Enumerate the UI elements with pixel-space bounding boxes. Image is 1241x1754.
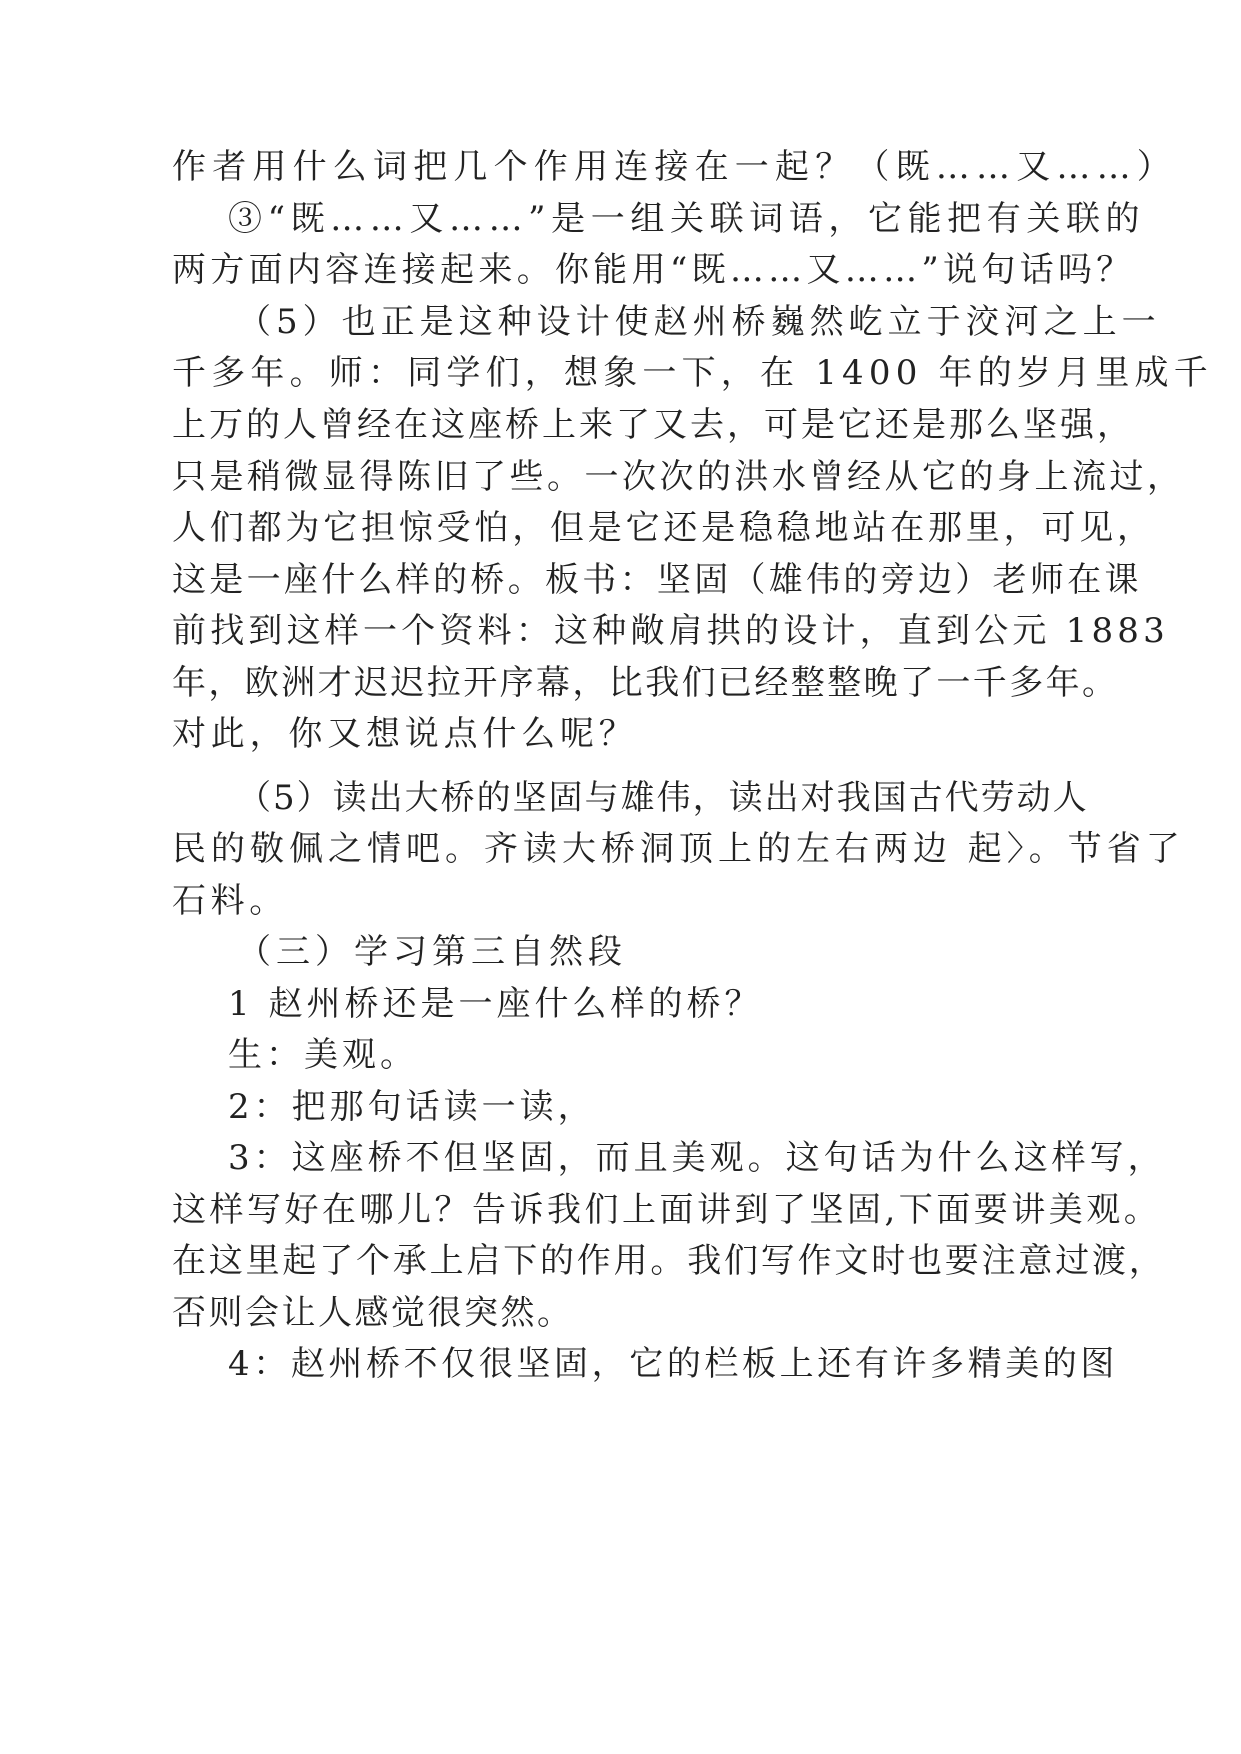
text-line: （5）也正是这种设计使赵州桥巍然屹立于洨河之上一 xyxy=(237,302,1161,342)
text-line: （5）读出大桥的坚固与雄伟，读出对我国古代劳动人 xyxy=(237,778,1089,818)
text-line: 否则会让人感觉很突然。 xyxy=(172,1293,574,1333)
text-line: 这是一座什么样的桥。板书：坚固（雄伟的旁边）老师在课 xyxy=(172,560,1142,600)
text-line: 民的敬佩之情吧。齐读大桥洞顶上的左右两边 起〉。节省了 xyxy=(172,829,1185,869)
text-line: 这样写好在哪儿？告诉我们上面讲到了坚固,下面要讲美观。 xyxy=(172,1190,1162,1230)
text-line: 对此，你又想说点什么呢？ xyxy=(172,714,638,754)
text-line: 人们都为它担惊受怕，但是它还是稳稳地站在那里，可见， xyxy=(172,508,1155,548)
text-line: 只是稍微显得陈旧了些。一次次的洪水曾经从它的身上流过， xyxy=(172,457,1185,497)
text-line: 前找到这样一个资料：这种敞肩拱的设计，直到公元 1883 xyxy=(172,611,1169,651)
text-line: （三）学习第三自然段 xyxy=(237,932,627,972)
text-line: ③“既……又……”是一组关联词语，它能把有关联的 xyxy=(228,199,1146,239)
text-line: 2：把那句话读一读， xyxy=(228,1087,596,1127)
text-line: 千多年。师：同学们，想象一下，在 1400 年的岁月里成千 xyxy=(172,353,1213,393)
text-line: 1 赵州桥还是一座什么样的桥？ xyxy=(228,984,763,1024)
text-line: 年，欧洲才迟迟拉开序幕，比我们已经整整晚了一千多年。 xyxy=(172,663,1119,703)
text-line: 生：美观。 xyxy=(228,1035,418,1075)
text-line: 作者用什么词把几个作用连接在一起？（既……又……） xyxy=(172,147,1177,187)
text-line: 两方面内容连接起来。你能用“既……又……”说句话吗？ xyxy=(172,250,1135,290)
text-line: 上万的人曾经在这座桥上来了又去，可是它还是那么坚强， xyxy=(172,405,1134,445)
text-line: 4：赵州桥不仅很坚固，它的栏板上还有许多精美的图 xyxy=(228,1344,1119,1384)
text-line: 3：这座桥不但坚固，而且美观。这句话为什么这样写， xyxy=(228,1138,1166,1178)
text-line: 在这里起了个承上启下的作用。我们写作文时也要注意过渡， xyxy=(172,1241,1166,1281)
text-line: 石料。 xyxy=(172,881,288,921)
